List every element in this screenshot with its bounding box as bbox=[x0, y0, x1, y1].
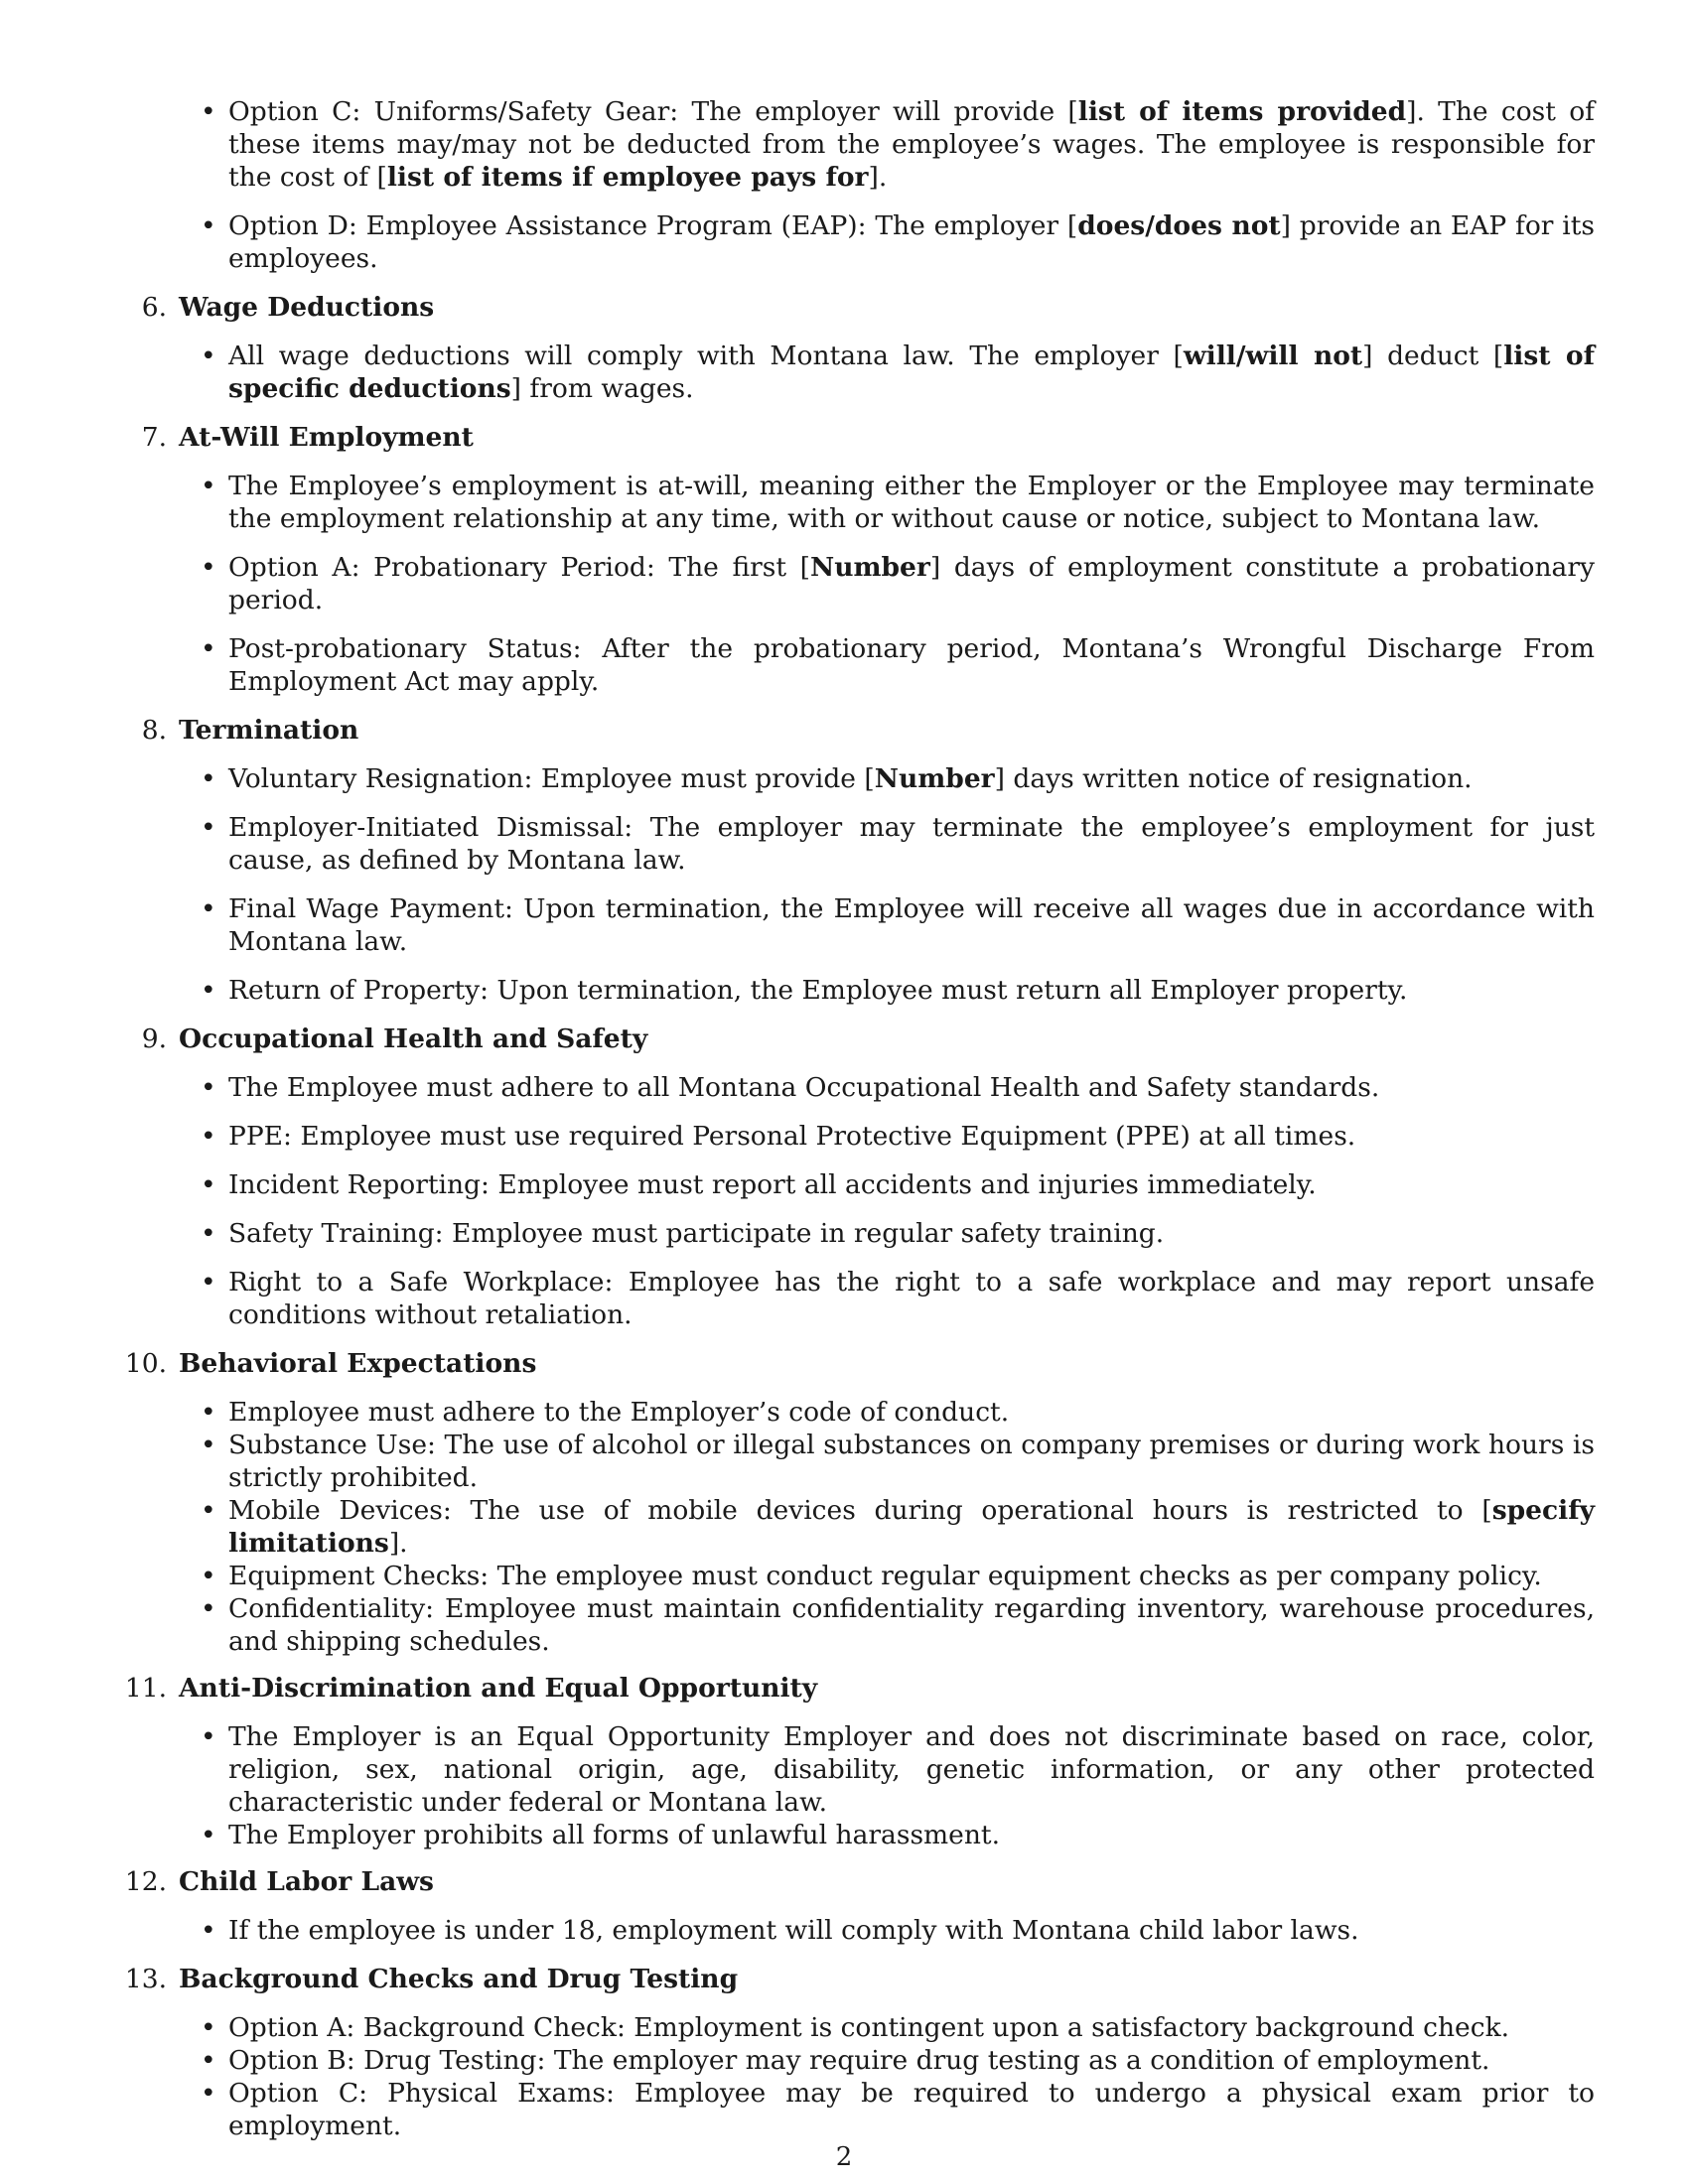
section-title: Occupational Health and Safety bbox=[179, 1024, 648, 1054]
text-run: Option A: Background Check: Employment is contingent upon a satisfactory background check. bbox=[228, 2012, 1510, 2043]
list-item bbox=[228, 470, 1595, 535]
list-item bbox=[228, 892, 1595, 958]
text-run: ]. bbox=[388, 1528, 408, 1559]
continued-bullet-list bbox=[109, 95, 1595, 275]
section-number: 6. bbox=[141, 292, 167, 323]
text-run: ] deduct [ bbox=[1362, 341, 1504, 371]
text-run: Option C: Physical Exams: Employee may be required to undergo a physical exam prior to employment. bbox=[228, 2078, 1595, 2141]
text-run: ]. The cost of these items may/may not be deducted from the employee’s wages. The employee is responsible for the cost of [ bbox=[228, 96, 1595, 193]
section-title: Termination bbox=[179, 715, 359, 746]
placeholder-field: Number bbox=[809, 552, 930, 583]
list-item bbox=[228, 1560, 1595, 1592]
text-run: ]. bbox=[868, 162, 888, 193]
section-heading bbox=[109, 1023, 1595, 1055]
document-body bbox=[109, 95, 1595, 2156]
text-run: Substance Use: The use of alcohol or illegal substances on company premises or during work hours is strictly prohibited. bbox=[228, 1430, 1595, 1493]
text-run: Option A: Probationary Period: The first [ bbox=[228, 552, 810, 583]
placeholder-field: does/does not bbox=[1077, 210, 1281, 241]
text-run: ] provide an EAP for its employees. bbox=[228, 210, 1595, 274]
text-run: Option B: Drug Testing: The employer may require drug testing as a condition of employment. bbox=[228, 2045, 1490, 2076]
list-item bbox=[228, 340, 1595, 405]
text-run: Return of Property: Upon termination, the Employee must return all Employer property. bbox=[228, 975, 1408, 1006]
section-number: 11. bbox=[124, 1673, 167, 1704]
section-number: 8. bbox=[141, 715, 167, 746]
text-run: PPE: Employee must use required Personal Protective Equipment (PPE) at all times. bbox=[228, 1121, 1356, 1152]
list-item bbox=[228, 1396, 1595, 1429]
placeholder-field: list of specific deductions bbox=[228, 341, 1595, 404]
text-run: Employer-Initiated Dismissal: The employer may terminate the employee’s employment for just cause, as defined by Montana law. bbox=[228, 812, 1595, 876]
list-item bbox=[228, 762, 1595, 795]
text-run: Voluntary Resignation: Employee must provide [ bbox=[228, 763, 875, 794]
text-run: Right to a Safe Workplace: Employee has the right to a safe workplace and may report unsafe conditions without retaliation. bbox=[228, 1267, 1595, 1330]
placeholder-field: Number bbox=[874, 763, 995, 794]
text-run: ] days written notice of resignation. bbox=[994, 763, 1473, 794]
text-run: ] days of employment constitute a probationary period. bbox=[228, 552, 1595, 615]
text-run: The Employer is an Equal Opportunity Employer and does not discriminate based on race, color, religion, sex, national origin, age, disability, genetic information, or any other protected characteristic under federal or Montana law. bbox=[228, 1721, 1595, 1818]
list-item bbox=[228, 1168, 1595, 1201]
section bbox=[109, 1347, 1595, 1658]
text-run: Mobile Devices: The use of mobile devices during operational hours is restricted to [ bbox=[228, 1495, 1492, 1526]
list-item bbox=[228, 1120, 1595, 1153]
list-item bbox=[228, 209, 1595, 275]
text-run: ] from wages. bbox=[510, 373, 694, 404]
list-item bbox=[228, 1914, 1595, 1947]
list-item bbox=[228, 2044, 1595, 2077]
numbered-sections bbox=[109, 291, 1595, 2142]
text-run: Safety Training: Employee must participate in regular safety training. bbox=[228, 1218, 1165, 1249]
text-run: Post-probationary Status: After the probationary period, Montana’s Wrongful Discharge From Employment Act may apply. bbox=[228, 633, 1595, 697]
bullet-list bbox=[109, 470, 1595, 698]
text-run: Final Wage Payment: Upon termination, the Employee will receive all wages due in accordance with Montana law. bbox=[228, 893, 1595, 957]
text-run: Confidentiality: Employee must maintain confidentiality regarding inventory, warehouse procedures, and shipping schedules. bbox=[228, 1593, 1595, 1657]
page-number: 2 bbox=[835, 2142, 853, 2172]
section bbox=[109, 1963, 1595, 2142]
text-run: Option C: Uniforms/Safety Gear: The employer will provide [ bbox=[228, 96, 1078, 127]
list-item bbox=[228, 811, 1595, 877]
section-heading bbox=[109, 1672, 1595, 1705]
bullet-list bbox=[109, 2011, 1595, 2142]
section-title: Anti-Discrimination and Equal Opportunity bbox=[179, 1673, 818, 1704]
text-run: Equipment Checks: The employee must conduct regular equipment checks as per company policy. bbox=[228, 1561, 1542, 1591]
bullet-list bbox=[109, 1914, 1595, 1947]
section bbox=[109, 714, 1595, 1007]
bullet-list bbox=[109, 1720, 1595, 1851]
section-title: Child Labor Laws bbox=[179, 1866, 434, 1897]
list-item bbox=[228, 1429, 1595, 1494]
placeholder-field: will/will not bbox=[1183, 341, 1363, 371]
list-item bbox=[228, 2011, 1595, 2044]
list-item bbox=[228, 632, 1595, 698]
bullet-list bbox=[109, 1071, 1595, 1331]
list-item bbox=[228, 1266, 1595, 1331]
placeholder-field: list of items if employee pays for bbox=[386, 162, 869, 193]
section-title: At-Will Employment bbox=[179, 422, 474, 453]
list-item bbox=[228, 1494, 1595, 1560]
placeholder-field: specify limitations bbox=[228, 1495, 1595, 1559]
bullet-list bbox=[109, 340, 1595, 405]
text-run: The Employee’s employment is at-will, meaning either the Employer or the Employee may terminate the employment relationship at any time, with or without cause or notice, subject to Montana law. bbox=[228, 471, 1595, 534]
list-item bbox=[228, 95, 1595, 194]
section-number: 9. bbox=[141, 1024, 167, 1054]
section bbox=[109, 1865, 1595, 1947]
text-run: All wage deductions will comply with Montana law. The employer [ bbox=[228, 341, 1184, 371]
section-number: 12. bbox=[124, 1866, 167, 1897]
section-heading bbox=[109, 1963, 1595, 1995]
section-number: 10. bbox=[124, 1348, 167, 1379]
text-run: Option D: Employee Assistance Program (EAP): The employer [ bbox=[228, 210, 1078, 241]
section-title: Background Checks and Drug Testing bbox=[179, 1964, 739, 1994]
text-run: Employee must adhere to the Employer’s code of conduct. bbox=[228, 1397, 1010, 1428]
section bbox=[109, 421, 1595, 698]
section bbox=[109, 1672, 1595, 1851]
list-item bbox=[228, 974, 1595, 1007]
section-heading bbox=[109, 714, 1595, 747]
list-item bbox=[228, 1720, 1595, 1819]
text-run: Incident Reporting: Employee must report all accidents and injuries immediately. bbox=[228, 1169, 1317, 1200]
text-run: The Employer prohibits all forms of unlawful harassment. bbox=[228, 1820, 1000, 1850]
list-item bbox=[228, 1217, 1595, 1250]
section-title: Wage Deductions bbox=[179, 292, 435, 323]
placeholder-field: list of items provided bbox=[1077, 96, 1407, 127]
section-number: 7. bbox=[141, 422, 167, 453]
section bbox=[109, 291, 1595, 405]
text-run: The Employee must adhere to all Montana Occupational Health and Safety standards. bbox=[228, 1072, 1380, 1103]
text-run: If the employee is under 18, employment will comply with Montana child labor laws. bbox=[228, 1915, 1359, 1946]
section-heading bbox=[109, 291, 1595, 324]
section-heading bbox=[109, 1865, 1595, 1898]
section-title: Behavioral Expectations bbox=[179, 1348, 537, 1379]
list-item bbox=[228, 2077, 1595, 2142]
list-item bbox=[228, 1592, 1595, 1658]
list-item bbox=[228, 1071, 1595, 1104]
bullet-list bbox=[109, 762, 1595, 1007]
bullet-list bbox=[109, 1396, 1595, 1658]
section-heading bbox=[109, 1347, 1595, 1380]
list-item bbox=[228, 1819, 1595, 1851]
section-heading bbox=[109, 421, 1595, 454]
section bbox=[109, 1023, 1595, 1331]
list-item bbox=[228, 551, 1595, 616]
section-number: 13. bbox=[124, 1964, 167, 1994]
